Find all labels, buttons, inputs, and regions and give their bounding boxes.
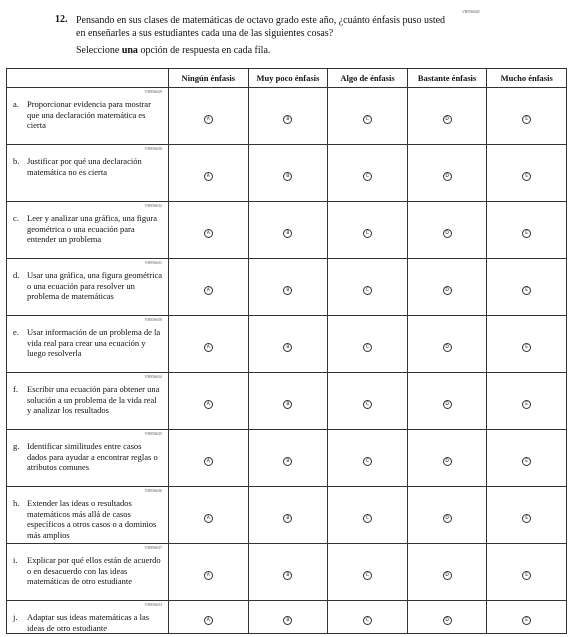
item-cell	[7, 316, 169, 373]
response-option-cell	[169, 145, 249, 202]
response-option-cell	[328, 544, 408, 601]
response-bubble[interactable]: E	[522, 400, 531, 409]
response-bubble[interactable]: A	[204, 514, 213, 523]
response-option-cell	[407, 202, 487, 259]
response-option-cell	[169, 202, 249, 259]
response-bubble[interactable]: D	[443, 400, 452, 409]
item-label: g.	[13, 441, 20, 451]
response-bubble[interactable]: D	[443, 571, 452, 580]
response-bubble[interactable]: C	[363, 172, 372, 181]
response-option-cell	[328, 88, 408, 145]
item-statement	[13, 156, 162, 177]
response-bubble[interactable]: E	[522, 172, 531, 181]
item-text: Explicar por qué ellos están de acuerdo o en desacuerdo con las ideas matemáticas de otro estudiante	[27, 555, 161, 586]
item-row	[7, 487, 567, 544]
column-header: Muy poco énfasis	[248, 69, 328, 88]
question-header	[0, 0, 573, 68]
grid-corner	[7, 69, 169, 88]
response-bubble[interactable]: E	[522, 229, 531, 238]
response-bubble[interactable]: A	[204, 400, 213, 409]
response-option-cell	[487, 145, 567, 202]
item-text: Usar una gráfica, una figura geométrica o una ecuación para resolver un problema de matemáticas	[27, 270, 162, 301]
response-bubble[interactable]: A	[204, 286, 213, 295]
response-bubble[interactable]: A	[204, 229, 213, 238]
response-option-cell	[407, 88, 487, 145]
response-bubble[interactable]: D	[443, 229, 452, 238]
response-bubble[interactable]: B	[283, 286, 292, 295]
item-variable-id: VR956630	[144, 146, 162, 151]
item-row	[7, 601, 567, 634]
response-bubble[interactable]: B	[283, 115, 292, 124]
response-option-cell	[328, 373, 408, 430]
item-cell	[7, 430, 169, 487]
response-option-cell	[407, 601, 487, 634]
response-option-cell	[248, 487, 328, 544]
response-bubble[interactable]: B	[283, 400, 292, 409]
item-row	[7, 430, 567, 487]
response-option-cell	[328, 316, 408, 373]
response-bubble[interactable]: E	[522, 115, 531, 124]
response-bubble[interactable]: B	[283, 616, 292, 625]
response-option-cell	[407, 430, 487, 487]
response-bubble[interactable]: A	[204, 172, 213, 181]
response-option-cell	[248, 202, 328, 259]
item-statement	[13, 270, 162, 302]
response-option-cell	[248, 373, 328, 430]
response-bubble[interactable]: D	[443, 343, 452, 352]
response-option-cell	[487, 430, 567, 487]
response-bubble[interactable]: A	[204, 457, 213, 466]
item-statement	[13, 213, 162, 245]
item-label: e.	[13, 327, 19, 337]
item-statement	[13, 612, 162, 633]
item-variable-id: VR956636	[144, 488, 162, 493]
response-option-cell	[169, 259, 249, 316]
response-option-cell	[248, 145, 328, 202]
response-option-cell	[328, 259, 408, 316]
item-statement	[13, 384, 162, 416]
item-cell	[7, 373, 169, 430]
response-bubble[interactable]: C	[363, 286, 372, 295]
response-bubble[interactable]: A	[204, 616, 213, 625]
response-option-cell	[169, 544, 249, 601]
response-option-cell	[328, 487, 408, 544]
item-statement	[13, 327, 162, 359]
response-option-cell	[328, 145, 408, 202]
response-bubble[interactable]: A	[204, 343, 213, 352]
response-bubble[interactable]: C	[363, 229, 372, 238]
response-option-cell	[248, 259, 328, 316]
item-cell	[7, 544, 169, 601]
response-option-cell	[487, 544, 567, 601]
response-bubble[interactable]: C	[363, 115, 372, 124]
question-id: VR956628	[462, 9, 480, 14]
response-option-cell	[487, 88, 567, 145]
response-option-cell	[407, 544, 487, 601]
item-variable-id: VR956632	[144, 203, 162, 208]
response-bubble[interactable]: D	[443, 115, 452, 124]
item-variable-id: VR956631	[144, 260, 162, 265]
response-option-cell	[169, 601, 249, 634]
response-bubble[interactable]: B	[283, 343, 292, 352]
item-cell	[7, 487, 169, 544]
response-bubble[interactable]: C	[363, 457, 372, 466]
column-header: Ningún énfasis	[169, 69, 249, 88]
response-option-cell	[487, 259, 567, 316]
response-option-cell	[248, 430, 328, 487]
response-option-cell	[248, 316, 328, 373]
response-bubble[interactable]: A	[204, 571, 213, 580]
response-bubble[interactable]: E	[522, 286, 531, 295]
item-variable-id: VR956637	[144, 545, 162, 550]
response-option-cell	[169, 88, 249, 145]
item-cell	[7, 259, 169, 316]
item-variable-id: VR956633	[144, 602, 162, 607]
response-option-cell	[407, 316, 487, 373]
response-bubble[interactable]: D	[443, 286, 452, 295]
item-text: Usar información de un problema de la vida real para crear una ecuación y luego resolverla	[27, 327, 161, 358]
response-bubble[interactable]: C	[363, 343, 372, 352]
item-row	[7, 316, 567, 373]
response-option-cell	[487, 373, 567, 430]
response-bubble[interactable]: B	[283, 514, 292, 523]
item-cell	[7, 88, 169, 145]
response-bubble[interactable]: D	[443, 172, 452, 181]
response-bubble[interactable]: D	[443, 457, 452, 466]
item-label: b.	[13, 156, 20, 166]
item-text: Leer y analizar una gráfica, una figura geométrica o una ecuación para entender un problema	[27, 213, 158, 244]
response-option-cell	[487, 601, 567, 634]
response-option-cell	[328, 601, 408, 634]
response-bubble[interactable]: E	[522, 343, 531, 352]
item-text: Justificar por qué una declaración matemática no es cierta	[27, 156, 142, 177]
item-text: Proporcionar evidencia para mostrar que una declaración matemática es cierta	[27, 99, 151, 130]
response-option-cell	[407, 145, 487, 202]
response-option-cell	[328, 430, 408, 487]
item-statement	[13, 555, 162, 587]
response-bubble[interactable]: C	[363, 514, 372, 523]
item-label: j.	[13, 612, 18, 622]
response-bubble[interactable]: B	[283, 229, 292, 238]
response-bubble[interactable]: E	[522, 514, 531, 523]
grid-header-row	[7, 69, 567, 88]
item-label: a.	[13, 99, 19, 109]
response-option-cell	[487, 202, 567, 259]
item-label: i.	[13, 555, 18, 565]
response-option-cell	[248, 601, 328, 634]
response-option-cell	[487, 316, 567, 373]
response-option-cell	[169, 430, 249, 487]
item-text: Adaptar sus ideas matemáticas a las ideas de otro estudiante	[27, 612, 150, 633]
response-bubble[interactable]: E	[522, 616, 531, 625]
response-option-cell	[487, 487, 567, 544]
response-option-cell	[407, 259, 487, 316]
response-bubble[interactable]: B	[283, 571, 292, 580]
item-statement	[13, 99, 162, 131]
item-variable-id: VR956634	[144, 374, 162, 379]
item-text: Identificar similitudes entre casos dados para ayudar a encontrar reglas o atributos comunes	[27, 441, 158, 472]
item-variable-id: VR956635	[144, 431, 162, 436]
column-header: Bastante énfasis	[407, 69, 487, 88]
question-text: Pensando en sus clases de matemáticas de octavo grado este año, ¿cuánto énfasis puso usted en enseñarles a sus estudiantes cada una de las siguientes cosas?	[76, 15, 446, 39]
item-cell	[7, 145, 169, 202]
item-row	[7, 259, 567, 316]
response-option-cell	[248, 88, 328, 145]
item-variable-id: VR956629	[144, 89, 162, 94]
response-bubble[interactable]: E	[522, 571, 531, 580]
item-row	[7, 202, 567, 259]
response-bubble[interactable]: C	[363, 616, 372, 625]
response-bubble[interactable]: E	[522, 457, 531, 466]
item-label: c.	[13, 213, 19, 223]
item-statement	[13, 498, 162, 540]
item-row	[7, 145, 567, 202]
response-bubble[interactable]: C	[363, 400, 372, 409]
question-number: 12.	[55, 14, 68, 25]
response-bubble[interactable]: C	[363, 571, 372, 580]
item-text: Extender las ideas o resultados matemáticos más allá de casos específicos a otros casos o a dominios más amplios	[27, 498, 157, 540]
item-cell	[7, 601, 169, 634]
response-option-cell	[407, 487, 487, 544]
item-variable-id: VR956638	[144, 317, 162, 322]
response-bubble[interactable]: A	[204, 115, 213, 124]
item-text: Escribir una ecuación para obtener una solución a un problema de la vida real y analizar los resultados	[27, 384, 160, 415]
response-option-cell	[328, 202, 408, 259]
item-row	[7, 544, 567, 601]
response-option-cell	[169, 316, 249, 373]
response-bubble[interactable]: D	[443, 514, 452, 523]
column-header: Algo de énfasis	[328, 69, 408, 88]
item-statement	[13, 441, 162, 473]
response-grid	[6, 68, 567, 634]
item-row	[7, 88, 567, 145]
instruction: Seleccione una opción de respuesta en cada fila.	[76, 45, 271, 56]
response-option-cell	[169, 487, 249, 544]
response-option-cell	[248, 544, 328, 601]
response-option-cell	[169, 373, 249, 430]
item-label: d.	[13, 270, 20, 280]
column-header: Mucho énfasis	[487, 69, 567, 88]
item-label: h.	[13, 498, 20, 508]
response-bubble[interactable]: D	[443, 616, 452, 625]
response-bubble[interactable]: B	[283, 457, 292, 466]
item-row	[7, 373, 567, 430]
response-option-cell	[407, 373, 487, 430]
item-label: f.	[13, 384, 18, 394]
item-cell	[7, 202, 169, 259]
response-bubble[interactable]: B	[283, 172, 292, 181]
